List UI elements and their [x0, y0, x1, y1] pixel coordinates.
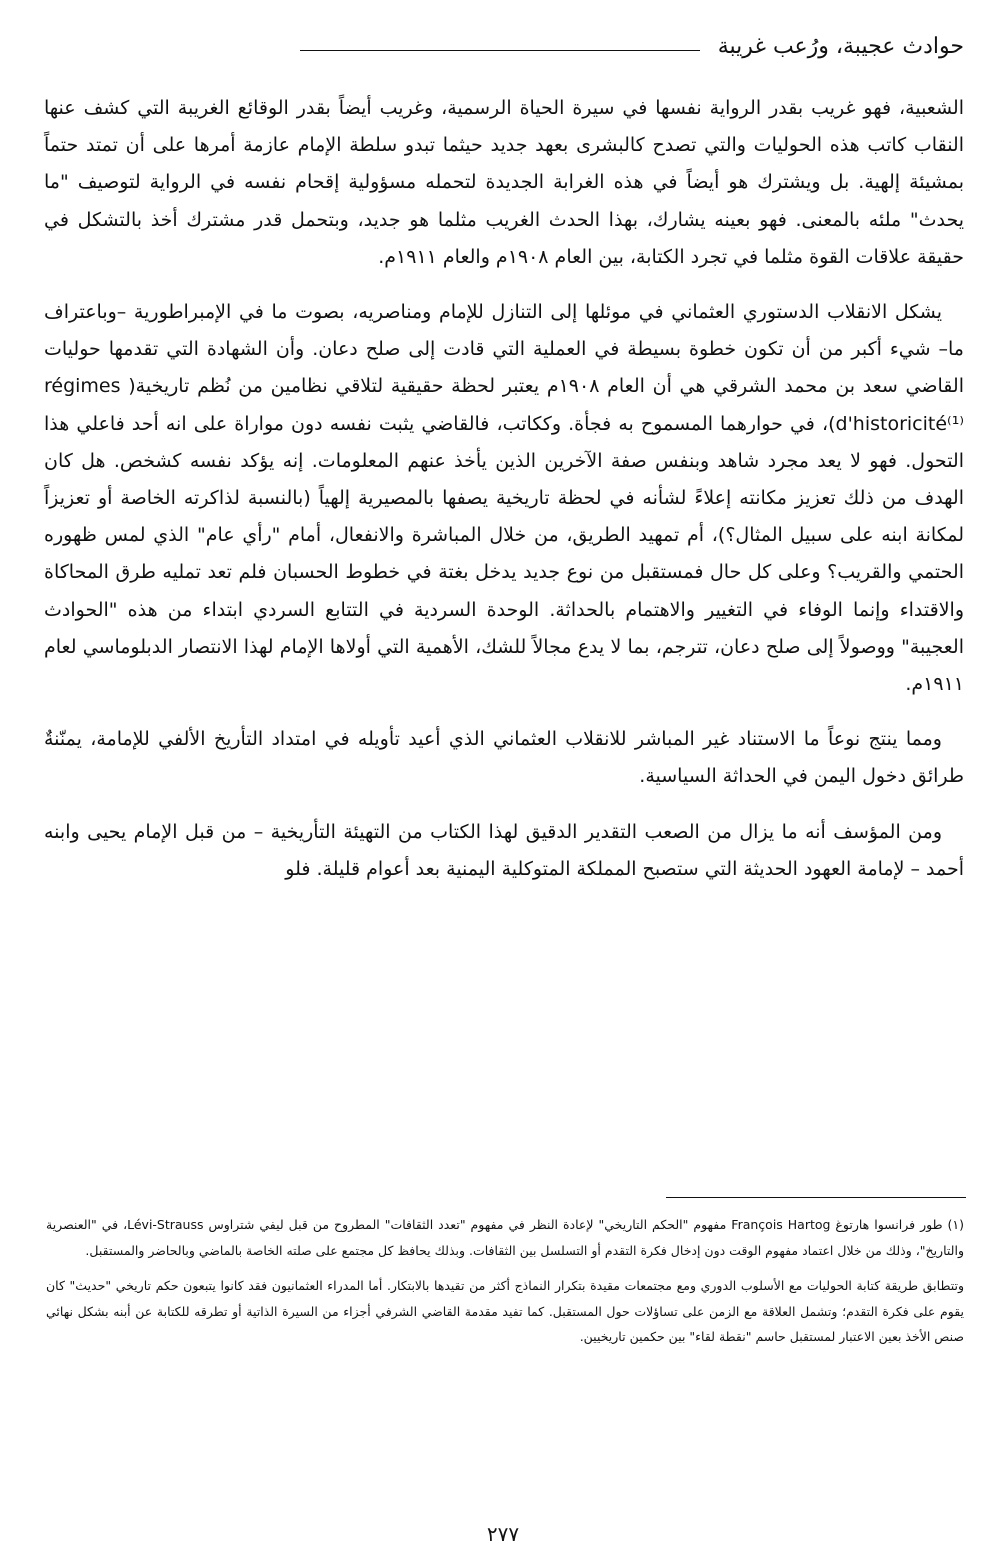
paragraph-4: ومن المؤسف أنه ما يزال من الصعب التقدير الدقيق لهذا الكتاب من التهيئة التأريخية – من قبل الإمام يحيى وابنه أحمد – لإمامة العهود الحديثة التي ستصبح المملكة المتوكلية اليمنية بعد أعوام قليلة. فلو [44, 820, 964, 880]
footnotes [46, 1212, 964, 1360]
paragraph-2: يشكل الانقلاب الدستوري العثماني في موئلها إلى التنازل للإمام ومناصريه، بصوت ما في الإمبراطورية –وباعتراف ما– شيء أكبر من أن تكون خطوة بسيطة في العملية التي قادت إلى صلح دعان. وأن الشهادة التي تقدمها حوليات القاضي سعد بن محمد الشرقي هي أن العام ١٩٠٨م يعتبر لحظة حقيقية لتلاقي نظامين من نُظم تاريخية( régimes d'historicité⁽¹⁾)، في حوارهما المسموح به فجأة. وككاتب، فالقاضي يثبت نفسه دون مواراة على انه أحد فاعلي هذا التحول. فهو لا يعد مجرد شاهد وبنفس صفة الآخرين الذين يأخذ عنهم المعلومات. إنه يؤكد نفسه كشخص. هل كان الهدف من ذلك تعزيز مكانته إعلاءً لشأنه في لحظة تاريخية يصفها بالمصيرية إلهياً (بالنسبة لذاكرته الخاصة أو تعزيزاً لمكانة ابنه على سبيل المثال؟)، أم تمهيد الطريق، من خلال المباشرة والانفعال، أمام "رأي عام" الذي لمس ظهوره الحتمي والقريب؟ وعلى كل حال فمستقبل من نوع جديد يدخل بغتة في خطوط الحسبان فلم تعد تمليه طرق المحاكاة والاقتداء وإنما الوفاء في التغيير والاهتمام بالحداثة. الوحدة السردية في التتابع السردي ابتداء من هذه "الحوادث العجيبة" ووصولاً إلى صلح دعان، تترجم، بما لا يدع مجالاً للشك، الأهمية التي أولاها الإمام لهذا الانتصار الدبلوماسي لعام ١٩١١م. [44, 301, 964, 696]
paragraph-3: ومما ينتج نوعاً ما الاستناد غير المباشر للانقلاب العثماني الذي أعيد تأويله في امتداد التأريخ الألفي للإمامة، يمنّنةٌ طرائق دخول اليمن في الحداثة السياسية. [44, 728, 964, 788]
page-number: ٢٧٧ [486, 1522, 520, 1546]
chapter-title: حوادث عجيبة، ورُعب غريبة [717, 33, 964, 59]
footnote-1: (١) طور فرانسوا هارتوغ François Hartog مفهوم "الحكم التاريخي" لإعادة النظر في مفهوم "تعدد الثقافات" المطروح من قبل ليفي شتراوس Lévi-Strauss، في "العنصرية والتاريخ"، وذلك من خلال اعتماد مفهوم الوقت دون إدخال فكرة التقدم أو التسلسل بين الثقافات. وبذلك يحافظ كل مجتمع على صلته الخاصة بالماضي وبالحاضر والمستقبل. [46, 1217, 964, 1258]
footnote-rule [666, 1197, 966, 1198]
paragraph-1: الشعبية، فهو غريب بقدر الرواية نفسها في سيرة الحياة الرسمية، وغريب أيضاً بقدر الوقائع الغريبة التي كشف عنها النقاب كاتب هذه الحوليات والتي تصدح كالبشرى بعهد جديد حيثما تبدو سلطة الإمام عازمة أمرها على أن تمتد حتماً بمشيئة إلهية. بل ويشترك هو أيضاً في هذه الغرابة الجديدة لتحمله مسؤولية إقحام نفسه في الرواية لتوصيف "ما يحدث" ملئه بالمعنى. فهو بعينه يشارك، بهذا الحدث الغريب مثلما هو جديد، وبتحمل قدر مشترك أخذ بالتشكل في حقيقة علاقات القوة مثلما في تجرد الكتابة، بين العام ١٩٠٨م والعام ١٩١١م. [44, 97, 964, 268]
running-header [300, 28, 964, 64]
footnote-1-continued: وتتطابق طريقة كتابة الحوليات مع الأسلوب الدوري ومع مجتمعات مقيدة بتكرار النماذج أكثر من تقيدها بالابتكار. أما المدراء العثمانيون فقد كانوا يتبعون حكم تاريخي "حديث" كان يقوم على فكرة التقدم؛ وتشمل العلاقة مع الزمن على تساؤلات حول المستقبل. كما تفيد مقدمة القاضي الشرفي أجزاء من السيرة الذاتية أو تطرقه للكتابة عن أبنه بشكل نهائي صنص الأخذ بعين الاعتبار لمستقبل حاسم "نقطة لقاء" بين حكمين تاريخيين. [46, 1278, 964, 1344]
header-rule [300, 50, 700, 51]
main-text [44, 90, 964, 906]
